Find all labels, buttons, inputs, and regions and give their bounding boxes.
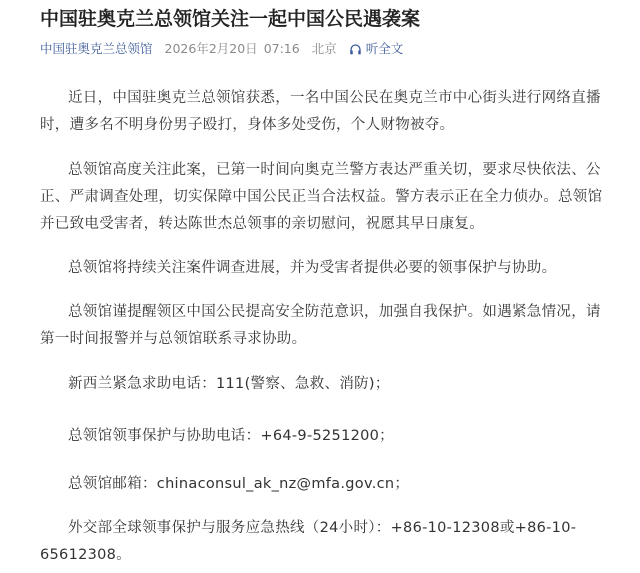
publish-location: 北京: [311, 41, 337, 56]
paragraph-followup: 总领馆将持续关注案件调查进展，并为受害者提供必要的领事保护与协助。: [68, 260, 557, 276]
source-link[interactable]: 中国驻奥克兰总领馆: [40, 41, 153, 56]
paragraph-intro: 近日，中国驻奥克兰总领馆获悉，一名中国公民在奥克兰市中心街头进行网络直播时，遭多名不明身份男子殴打，身体多处受伤，个人财物被夺。: [40, 90, 601, 133]
emergency-phone: 新西兰紧急求助电话：111(警察、急救、消防)；: [68, 376, 390, 392]
article-title: 中国驻奥克兰总领馆关注一起中国公民遇袭案: [40, 8, 421, 30]
paragraph-concern: 总领馆高度关注此案，已第一时间向奥克兰警方表达严重关切，要求尽快依法、公正、严肃调查处理，切实保障中国公民正当合法权益。警方表示正在全力侦办。总领馆并已致电受害者，转达陈世杰总领事的亲切慰问，祝愿其早日康复。: [40, 162, 603, 232]
publish-time: 07:16: [263, 41, 300, 56]
listen-label: 听全文: [365, 41, 404, 56]
consulate-phone: 总领馆领事保护与协助电话：+64-9-5251200；: [68, 428, 394, 444]
publish-date: 2026年2月20日: [164, 41, 258, 56]
headphones-icon: [349, 43, 362, 56]
consulate-email: 总领馆邮箱：chinaconsul_ak_nz@mfa.gov.cn；: [68, 476, 410, 492]
paragraph-reminder: 总领馆谨提醒领区中国公民提高安全防范意识，加强自我保护。如遇紧急情况，请第一时间报警并与总领馆联系寻求协助。: [40, 304, 601, 347]
article-meta: [40, 38, 403, 60]
global-hotline: 外交部全球领事保护与服务应急热线（24小时）：+86-10-12308或+86-10-65612308。: [40, 520, 577, 563]
listen-button[interactable]: [349, 38, 404, 60]
